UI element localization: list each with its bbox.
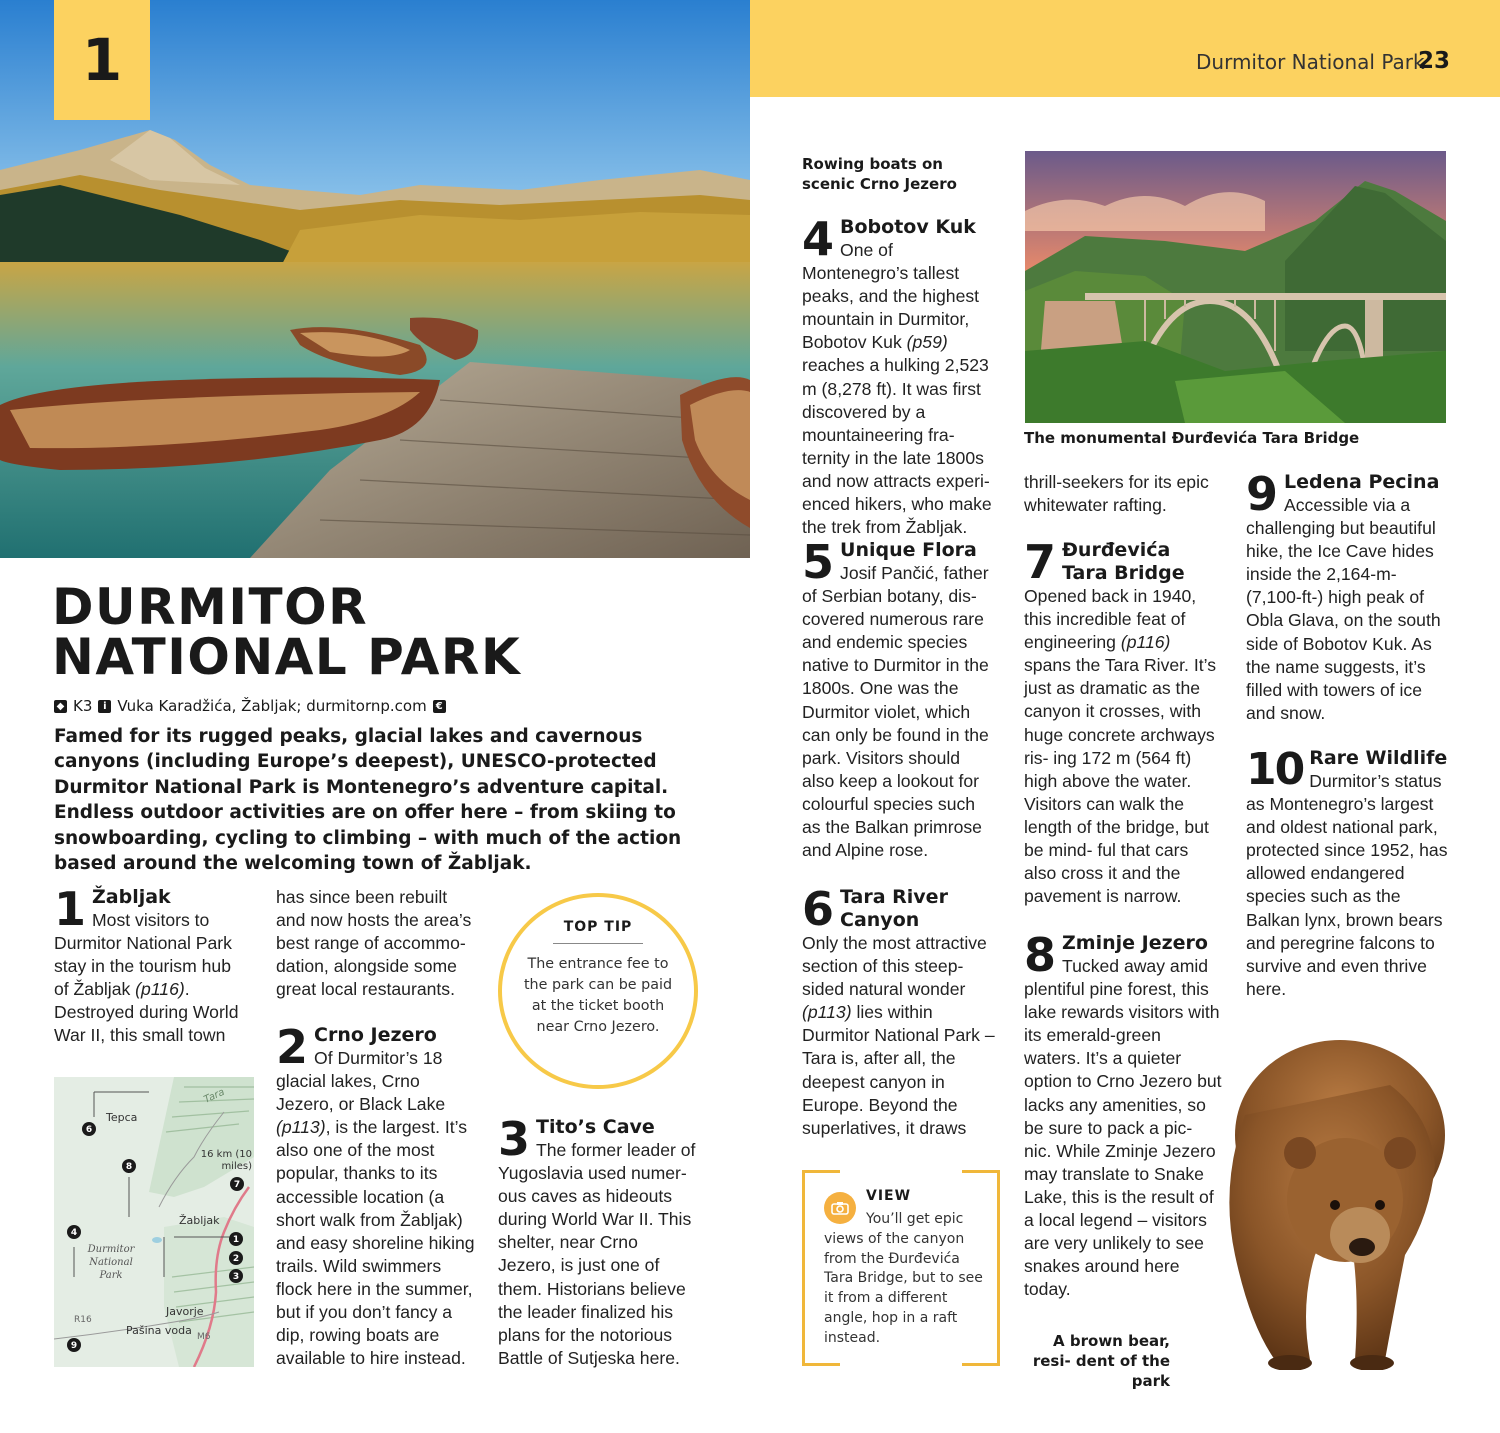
entry-body: One of Montenegro’s tallest peaks, and the highest mountain in Durmitor, Bobotov Kuk <box>802 240 980 353</box>
practical-info-line <box>54 697 446 715</box>
page-title <box>52 578 522 686</box>
entry-number: 10 <box>1246 744 1304 795</box>
top-tip-text: The entrance fee to the park can be paid at the ticket booth near Crno Jezero. <box>523 956 673 1035</box>
view-heading: VIEW <box>866 1188 912 1204</box>
entry-number: 7 <box>1024 535 1057 589</box>
entry-body: Only the most attractive section of this steep- sided natural wonder <box>802 933 987 1000</box>
entry-body-continued: thrill-seekers for its epic whitewater rafting. <box>1024 472 1209 516</box>
map-label-zabljak: Žabljak <box>179 1214 220 1227</box>
entry-1-zabljak <box>54 882 249 1048</box>
entry-body: Of Durmitor’s 18 glacial lakes, Crno Jezero, or Black Lake <box>276 1048 446 1115</box>
map-marker-label: 1 <box>232 1235 240 1245</box>
view-box <box>802 1170 1000 1366</box>
chapter-number-tab: 1 <box>54 0 150 120</box>
entry-number: 3 <box>498 1112 531 1166</box>
entry-heading: Rare Wildlife <box>1309 747 1448 769</box>
info-icon: i <box>98 700 111 713</box>
view-text: You’ll get epic views of the canyon from the Đurđevića Tara Bridge, but to see it from a different angle, hop in a raft instead. <box>824 1211 983 1346</box>
caption-rowing-boats: Rowing boats on scenic Crno Jezero <box>802 155 957 193</box>
entry-number: 2 <box>276 1020 309 1074</box>
entry-body: Durmitor’s status as Montenegro’s largest and oldest national park, protected since 1952, has allowed endangered species such as the Balkan lynx, brown bears and peregrine falcons to survive and even thrive here. <box>1246 771 1448 999</box>
page-reference: (p116) <box>1120 632 1171 653</box>
map-marker-label: 9 <box>70 1341 78 1351</box>
entry-4-bobotov-kuk <box>802 212 1002 539</box>
entry-7-durdevica-tara-bridge <box>1024 535 1222 908</box>
entry-number: 9 <box>1246 467 1279 521</box>
top-tip-divider <box>553 943 643 944</box>
page-reference: (p113) <box>802 1002 852 1023</box>
map-label-m6: M6 <box>197 1332 211 1342</box>
page-reference: (p59) <box>906 332 948 353</box>
entry-body-continued: . Destroyed during World War II, this small town <box>54 979 239 1046</box>
top-tip-heading: TOP TIP <box>563 919 633 935</box>
map-marker-label: 7 <box>233 1180 241 1190</box>
entry-10-rare-wildlife <box>1246 744 1448 1001</box>
running-header-section: Durmitor National Park <box>1196 50 1425 74</box>
map-label-tara: Tara <box>202 1086 227 1106</box>
entry-number: 4 <box>802 212 835 266</box>
page-reference: (p113) <box>276 1117 326 1138</box>
entry-number: 8 <box>1024 928 1057 982</box>
entry-body: Josif Pančić, father of Serbian botany, dis- covered numerous rare and endemic species native to Durmitor in the 1800s. One was the Durmitor violet, which can only be found in the park. Visitors should also keep a lookout for colourful species such as the Balkan primrose and Alpine rose. <box>802 563 989 861</box>
entry-number: 1 <box>54 882 87 936</box>
map-label-javorje: Javorje <box>166 1305 204 1318</box>
entry-6-continued <box>1024 471 1222 517</box>
map-pin-icon: ◆ <box>54 700 67 713</box>
map-label-park: Durmitor National Park <box>87 1244 135 1281</box>
entry-6-tara-river-canyon <box>802 882 1000 1140</box>
entry-body-continued: spans the Tara River. It’s just as dramatic as the canyon it crosses, with huge concrete archways ris- ing 172 m (564 ft) high above the water. Visitors can walk the length of the bridge, but be mind- ful that cars also cross it and the pavement is narrow. <box>1024 655 1217 907</box>
map-scale-label: 16 km (10 miles) <box>200 1149 252 1172</box>
top-tip-box <box>498 893 698 1089</box>
map-marker-label: 8 <box>125 1162 133 1172</box>
caption-tara-bridge: The monumental Đurđevića Tara Bridge <box>1024 429 1360 447</box>
entry-3-titos-cave <box>498 1112 698 1370</box>
entry-heading: Unique Flora <box>840 539 977 561</box>
map-marker-label: 2 <box>232 1254 240 1264</box>
entry-body-continued: has since been rebuilt and now hosts the area’s best range of accommo- dation, alongside some great local restaurants. <box>276 887 472 1000</box>
map-marker-label: 4 <box>70 1228 78 1238</box>
map-marker-label: 6 <box>85 1125 93 1135</box>
map-label-tepca: Tepca <box>106 1111 138 1124</box>
entry-9-ledena-pecina <box>1246 467 1448 725</box>
entry-2-crno-jezero <box>276 1020 476 1370</box>
map-marker-label: 3 <box>232 1272 240 1282</box>
photo-brown-bear <box>1180 1025 1450 1370</box>
admission-fee-icon: € <box>433 700 446 713</box>
page-number: 23 <box>1418 48 1451 74</box>
entry-body: The former leader of Yugoslavia used numer- ous caves as hideouts during World War II. This shelter, near Crno Jezero, is just one of them. Historians believe the leader finalized his plans for the notorious Battle of Sutjeska here. <box>498 1140 696 1368</box>
caption-brown-bear: A brown bear, resi- dent of the park <box>1032 1332 1170 1390</box>
running-header <box>750 0 1500 97</box>
entry-heading: Crno Jezero <box>314 1024 437 1046</box>
location-map <box>54 1077 254 1367</box>
map-label-r16: R16 <box>74 1315 92 1325</box>
entry-5-unique-flora <box>802 535 992 862</box>
entry-body-continued: , is the largest. It’s also one of the most popular, thanks to its accessible location (a short walk from Žabljak) and easy shoreline hiking trails. Wild swimmers flock here in the summer, but if you don’t fancy a dip, rowing boats are available to hire instead. <box>276 1117 475 1369</box>
entry-number: 5 <box>802 535 835 589</box>
grid-reference: K3 <box>73 697 93 715</box>
entry-heading: Bobotov Kuk <box>840 216 976 238</box>
page-reference: (p116) <box>135 979 185 1000</box>
entry-heading: Tara River Canyon <box>840 886 948 931</box>
entry-heading: Ledena Pecina <box>1284 471 1440 493</box>
entry-number: 6 <box>802 882 835 936</box>
entry-body: Tucked away amid plentiful pine forest, this lake rewards visitors with its emerald-green waters. It’s a quieter option to Crno Jezero but lacks any amenities, so be sure to pack a pic- nic. While Zminje Jezero may translate to Snake Lake, this is the result of a local legend – visitors are very unlikely to see snakes around here today. <box>1024 956 1222 1300</box>
entry-body: Accessible via a challenging but beautiful hike, the Ice Cave hides inside the 2,164-m- (7,100-ft-) high peak of Obla Glava, on the south side of Bobotov Kuk. As the name suggests, it’s filled with towers of ice and snow. <box>1246 495 1441 723</box>
entry-1-continued <box>276 886 476 1001</box>
entry-heading: Žabljak <box>92 886 171 908</box>
entry-heading: Zminje Jezero <box>1062 932 1208 954</box>
page-title-line-2: NATIONAL PARK <box>52 628 522 686</box>
map-label-pasina-voda: Pašina voda <box>126 1324 192 1337</box>
entry-body-continued: lies within Durmitor National Park – Tara is, after all, the deepest canyon in Europe. Beyond the superlatives, it draws <box>802 1002 995 1138</box>
entry-heading: Tito’s Cave <box>536 1116 655 1138</box>
photo-tara-bridge <box>1025 151 1446 423</box>
intro-paragraph: Famed for its rugged peaks, glacial lakes and cavernous canyons (including Europe’s deepest), UNESCO-protected Durmitor National Park is Montenegro’s adventure capital. Endless outdoor activities are on offer here – from skiing to snowboarding, cycling to climbing – with much of the action based around the welcoming town of Žabljak. <box>54 726 682 875</box>
entry-body-continued: reaches a hulking 2,523 m (8,278 ft). It was first discovered by a mountaineering fra- ternity in the late 1800s and now attracts experi- enced hikers, who make the trek from Žabljak. <box>802 355 992 538</box>
entry-body: Opened back in 1940, this incredible feat of engineering <box>1024 586 1197 653</box>
address-website: Vuka Karadžića, Žabljak; durmitornp.com <box>117 697 427 715</box>
entry-body: Most visitors to Durmitor National Park stay in the tourism hub of Žabljak <box>54 910 232 1000</box>
entry-heading: Đurđevića Tara Bridge <box>1062 539 1185 584</box>
page-title-line-1: DURMITOR <box>52 578 369 636</box>
